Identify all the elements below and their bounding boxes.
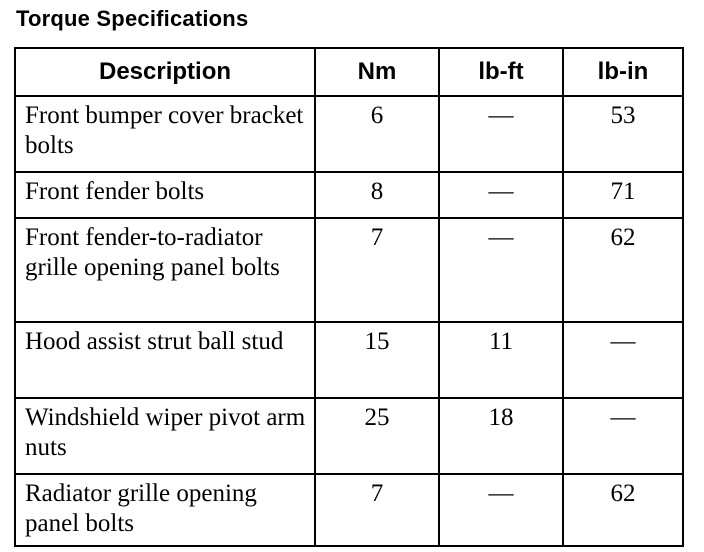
cell-nm: 7 xyxy=(315,218,439,322)
cell-description: Radiator grille opening panel bolts xyxy=(15,474,315,546)
table-row xyxy=(15,172,683,218)
page-title: Torque Specifications xyxy=(16,6,249,31)
cell-lb-in: 53 xyxy=(563,96,683,172)
table-row xyxy=(15,398,683,474)
cell-description: Windshield wiper pivot arm nuts xyxy=(15,398,315,474)
cell-lb-ft: — xyxy=(439,474,563,546)
cell-lb-in: — xyxy=(563,322,683,398)
cell-description: Hood assist strut ball stud xyxy=(15,322,315,398)
table-row xyxy=(15,218,683,322)
cell-nm: 25 xyxy=(315,398,439,474)
cell-nm: 6 xyxy=(315,96,439,172)
cell-lb-ft: — xyxy=(439,218,563,322)
header-lb-in: lb-in xyxy=(563,48,683,96)
cell-description: Front fender-to-radiator grille opening panel bolts xyxy=(15,218,315,322)
cell-lb-in: 62 xyxy=(563,218,683,322)
torque-specifications-table xyxy=(14,47,684,547)
cell-nm: 8 xyxy=(315,172,439,218)
header-lb-ft: lb-ft xyxy=(439,48,563,96)
cell-nm: 15 xyxy=(315,322,439,398)
header-nm: Nm xyxy=(315,48,439,96)
table-row xyxy=(15,474,683,546)
cell-lb-ft: — xyxy=(439,172,563,218)
cell-lb-ft: 18 xyxy=(439,398,563,474)
cell-lb-ft: — xyxy=(439,96,563,172)
header-description: Description xyxy=(15,48,315,96)
table-header-row xyxy=(15,48,683,96)
cell-lb-in: 71 xyxy=(563,172,683,218)
table-row xyxy=(15,96,683,172)
cell-nm: 7 xyxy=(315,474,439,546)
cell-description: Front bumper cover bracket bolts xyxy=(15,96,315,172)
table-row xyxy=(15,322,683,398)
cell-description: Front fender bolts xyxy=(15,172,315,218)
cell-lb-in: — xyxy=(563,398,683,474)
cell-lb-in: 62 xyxy=(563,474,683,546)
cell-lb-ft: 11 xyxy=(439,322,563,398)
